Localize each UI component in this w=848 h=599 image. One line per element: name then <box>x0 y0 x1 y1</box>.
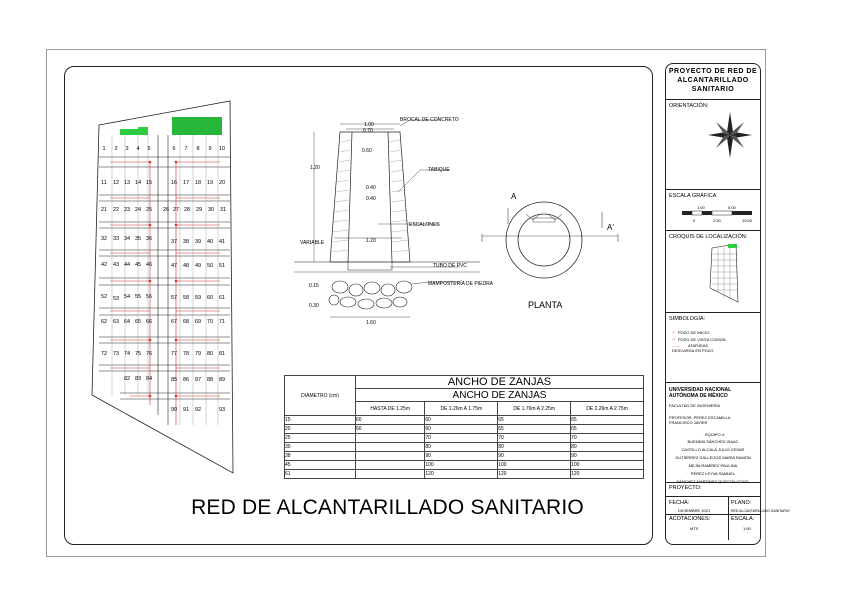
project-title: PROYECTO DE RED DE ALCANTARILLADO SANITARIO <box>668 68 758 93</box>
table-cell: 90 <box>425 452 498 461</box>
lot-label: 22 <box>112 207 120 213</box>
lot-label: 4 <box>136 146 140 152</box>
lot-label: 72 <box>100 351 108 357</box>
trench-width-table <box>284 375 644 479</box>
table-cell: 70 <box>425 434 498 443</box>
table-row <box>285 461 644 470</box>
table-cell: 100 <box>571 461 644 470</box>
lot-label: 37 <box>170 239 178 245</box>
table-cell: 80 <box>425 443 498 452</box>
table-row <box>285 434 644 443</box>
lot-label: 88 <box>206 377 214 383</box>
lot-label: 6 <box>172 146 176 152</box>
dim-label: 0.40 <box>366 196 376 202</box>
lot-label: 7 <box>184 146 188 152</box>
lot-label: 35 <box>134 236 142 242</box>
project-label: PROYECTO: <box>669 485 702 491</box>
dim-label: 1.60 <box>366 320 376 326</box>
lot-label: 58 <box>182 295 190 301</box>
lot-label: 2 <box>114 146 118 152</box>
section-mark-a2: A' <box>607 223 614 232</box>
manhole-section <box>290 112 490 327</box>
lot-label: 45 <box>134 262 142 268</box>
dim-label: 0.15 <box>309 283 319 289</box>
green-area <box>172 117 222 135</box>
lot-label: 16 <box>170 180 178 186</box>
date-label: FECHA: <box>669 500 690 506</box>
lot-label: 68 <box>182 319 190 325</box>
table-cell: 100 <box>425 461 498 470</box>
lot-label: 29 <box>195 207 203 213</box>
table-cell: 100 <box>498 461 571 470</box>
lot-label: 47 <box>170 263 178 269</box>
lot-label: 53 <box>112 296 120 302</box>
table-cell: 60 <box>356 416 425 425</box>
table-cell: 70 <box>498 434 571 443</box>
lot-label: 11 <box>101 180 107 186</box>
lot-label: 49 <box>194 263 202 269</box>
lot-label: 36 <box>145 236 153 242</box>
table-cell: 70 <box>571 434 644 443</box>
lot-label: 34 <box>123 236 131 242</box>
lot-label: 52 <box>100 294 108 300</box>
lot-label: 15 <box>145 180 153 186</box>
units-label: ACOTACIONES: <box>669 516 711 522</box>
lot-label: 27 <box>172 207 180 213</box>
green-area <box>138 127 148 135</box>
lot-label: 77 <box>170 351 178 357</box>
symbology-item: POZO DE INICIO <box>678 330 710 335</box>
table-cell: 60 <box>425 425 498 434</box>
section-label: ESCALONES <box>409 222 440 228</box>
symbol-manhole-icon: ○ <box>672 337 676 343</box>
lot-label: 17 <box>182 180 190 186</box>
lot-label: 30 <box>207 207 215 213</box>
scale-tick: 5:00 <box>728 205 736 210</box>
table-row <box>285 443 644 452</box>
lot-label: 10 <box>218 146 226 152</box>
table-cell <box>356 452 425 461</box>
lot-label: 26 <box>162 207 170 213</box>
lot-label: 46 <box>145 262 153 268</box>
table-cell: 65 <box>571 416 644 425</box>
lot-label: 28 <box>183 207 191 213</box>
lot-label: 85 <box>170 377 178 383</box>
lot-label: 51 <box>218 263 226 269</box>
table-title-2: ANCHO DE ZANJAS <box>356 389 644 402</box>
lot-label: 73 <box>112 351 120 357</box>
date-value: DICIEMBRE 2021 <box>678 508 711 513</box>
lot-label: 93 <box>218 407 226 413</box>
university: UNIVERSIDAD NACIONAL AUTÓNOMA DE MÉXICO <box>669 387 732 399</box>
lot-label: 3 <box>125 146 129 152</box>
lot-label: 31 <box>219 207 227 213</box>
lot-label: 59 <box>194 295 202 301</box>
lot-label: 80 <box>206 351 214 357</box>
table-cell: 20 <box>285 425 356 434</box>
lot-label: 81 <box>218 351 226 357</box>
lot-label: 90 <box>170 407 178 413</box>
professor: PROFESOR: PEREZ ESCAMILLA FRANCISCO JAVIER <box>669 415 731 425</box>
lot-label: 12 <box>112 180 120 186</box>
lot-label: 56 <box>145 294 153 300</box>
table-cell: 60 <box>425 416 498 425</box>
lot-label: 5 <box>147 146 151 152</box>
table-cell: 120 <box>571 470 644 479</box>
site-plan <box>80 95 240 475</box>
lot-label: 24 <box>134 207 142 213</box>
lot-label: 39 <box>194 239 202 245</box>
team-member: CASTILLO ALCALÁ JULIO CESAR <box>681 447 745 452</box>
table-cell <box>356 443 425 452</box>
lot-label: 74 <box>123 351 131 357</box>
scale-tick: 1:00 <box>697 205 705 210</box>
dim-label: 0.70 <box>363 128 373 134</box>
lot-label: 48 <box>182 263 190 269</box>
lot-label: 69 <box>194 319 202 325</box>
lot-label: 76 <box>145 351 153 357</box>
table-cell <box>356 461 425 470</box>
lot-label: 60 <box>206 295 214 301</box>
table-cell: 65 <box>498 425 571 434</box>
lot-label: 8 <box>196 146 200 152</box>
lot-label: 32 <box>100 236 108 242</box>
lot-label: 84 <box>145 376 153 382</box>
lot-label: 25 <box>145 207 153 213</box>
lot-label: 13 <box>123 180 131 186</box>
table-cell: 15 <box>285 416 356 425</box>
table-row <box>285 416 644 425</box>
lot-label: 33 <box>112 236 120 242</box>
table-cell <box>356 434 425 443</box>
team-member: PÉREZ LEYVA SAMUEL <box>690 471 736 476</box>
lot-label: 62 <box>100 319 108 325</box>
plan-number-label: PLANO: <box>731 500 752 506</box>
scale-tick: 10:00 <box>742 218 753 223</box>
lot-label: 57 <box>170 295 178 301</box>
lot-label: 67 <box>170 319 178 325</box>
table-cell: 65 <box>498 416 571 425</box>
scale-tick: 2:50 <box>713 218 721 223</box>
table-row <box>285 452 644 461</box>
lot-label: 66 <box>145 319 153 325</box>
table-row <box>285 425 644 434</box>
team-member: GUTIÉRREZ GALLEGOS MARIA RAMÓN <box>675 455 751 460</box>
table-header-diameter: DIÁMETRO (cm) <box>285 376 356 416</box>
table-cell: 90 <box>571 452 644 461</box>
lot-label: 92 <box>194 407 202 413</box>
units-value: MTS <box>690 526 699 531</box>
dim-label: 1.20 <box>366 238 376 244</box>
lot-label: 65 <box>134 319 142 325</box>
lot-label: 40 <box>206 239 214 245</box>
table-title-1: ANCHO DE ZANJAS <box>356 376 644 389</box>
scale-value: 1:50 <box>743 526 751 531</box>
location-sketch <box>708 242 740 304</box>
orientation-label: ORIENTACIÓN: <box>669 103 709 109</box>
team-list <box>668 438 758 486</box>
dim-label: 1.00 <box>364 122 374 128</box>
table-cell: 38 <box>285 452 356 461</box>
lot-label: 19 <box>206 180 214 186</box>
section-label: MAMPOSTERÍA DE PIEDRA <box>428 281 494 287</box>
table-cell: 65 <box>571 425 644 434</box>
lot-label: 64 <box>123 319 131 325</box>
drawing-title: RED DE ALCANTARILLADO SANITARIO <box>191 496 584 519</box>
symbol-sewer-line-icon: —— <box>672 343 680 348</box>
lot-label: 21 <box>100 207 108 213</box>
lot-label: 50 <box>206 263 214 269</box>
lot-label: 18 <box>194 180 202 186</box>
section-label: BROCAL DE CONCRETO <box>400 117 459 123</box>
plan-label: PLANTA <box>528 300 563 310</box>
lot-label: 70 <box>206 319 214 325</box>
lot-label: 54 <box>123 294 131 300</box>
faculty: FACULTAD DE INGENIERÍA <box>669 403 721 408</box>
manhole-plan <box>478 190 628 300</box>
team-label: EQUIPO 4: <box>705 432 726 437</box>
dim-label: 0.40 <box>366 185 376 191</box>
scale-graph-label: ESCALA GRÁFICA <box>669 193 717 199</box>
table-cell: 30 <box>285 443 356 452</box>
lot-label: 89 <box>218 377 226 383</box>
table-cell: 45 <box>285 461 356 470</box>
team-member: SÁNCHEZ MARTÍNEZ QUETZALCÓATL <box>676 479 750 484</box>
lot-label: 23 <box>123 207 131 213</box>
section-label: TABIQUE <box>428 167 450 173</box>
plan-number-value: RED ALCANTARILLADO SANITARIO <box>731 509 790 513</box>
lot-label: 75 <box>134 351 142 357</box>
lot-label: 79 <box>194 351 202 357</box>
lot-label: 9 <box>208 146 212 152</box>
table-row <box>285 470 644 479</box>
table-header: DE 1.26m A 1.75m <box>425 402 498 416</box>
team-member: BUENDÍA SÁNCHEZ ISAAC <box>687 439 739 444</box>
table-cell: 61 <box>285 470 356 479</box>
location-label: CROQUIS DE LOCALIZACIÓN: <box>669 234 748 240</box>
table-header: HASTA DE 1.25m <box>356 402 425 416</box>
north-arrow-icon <box>700 110 760 160</box>
lot-label: 1 <box>102 146 106 152</box>
table-header: DE 2.26m A 2.75m <box>571 402 644 416</box>
lot-label: 82 <box>123 376 131 382</box>
scale-tick: 0 <box>693 218 696 223</box>
lot-label: 41 <box>218 239 226 245</box>
dim-label: 1.20 <box>310 165 320 171</box>
lot-label: 38 <box>182 239 190 245</box>
lot-label: 61 <box>218 295 226 301</box>
green-area <box>120 129 138 135</box>
symbology-item: ATARJEAS <box>688 343 709 348</box>
table-cell: 120 <box>425 470 498 479</box>
lot-label: 86 <box>182 377 190 383</box>
section-mark-a: A <box>511 192 517 201</box>
symbology-item: DESCARGA EN POZO <box>672 348 714 353</box>
lot-label: 71 <box>218 319 226 325</box>
lot-label: 44 <box>123 262 131 268</box>
lot-label: 78 <box>182 351 190 357</box>
symbology-label: SIMBOLOGÍA: <box>669 316 706 322</box>
table-cell: 60 <box>356 425 425 434</box>
team-member: MEJÍA RAMÍREZ PAULINA <box>688 463 738 468</box>
lot-label: 55 <box>134 294 142 300</box>
lot-label: 14 <box>134 180 142 186</box>
table-cell: 25 <box>285 434 356 443</box>
dim-label: VARIABLE <box>300 240 325 246</box>
table-cell: 90 <box>498 452 571 461</box>
lot-label: 63 <box>112 319 120 325</box>
lot-label: 42 <box>100 262 108 268</box>
lot-label: 20 <box>218 180 226 186</box>
table-cell: 120 <box>498 470 571 479</box>
table-cell: 80 <box>498 443 571 452</box>
table-cell: 80 <box>571 443 644 452</box>
lot-label: 83 <box>134 376 142 382</box>
lot-label: 87 <box>194 377 202 383</box>
lot-label: 43 <box>112 262 120 268</box>
symbol-start-manhole-icon: ○ <box>672 330 676 336</box>
lot-label: 91 <box>182 407 190 413</box>
section-label: TUBO DE PVC <box>433 263 467 269</box>
table-header: DE 1.76m A 2.25m <box>498 402 571 416</box>
scale-label: ESCALA: <box>731 516 755 522</box>
table-cell <box>356 470 425 479</box>
dim-label: 0.60 <box>362 148 372 154</box>
dim-label: 0.30 <box>309 303 319 309</box>
symbology-item: POZO DE VISITA COMÚN <box>678 337 726 342</box>
